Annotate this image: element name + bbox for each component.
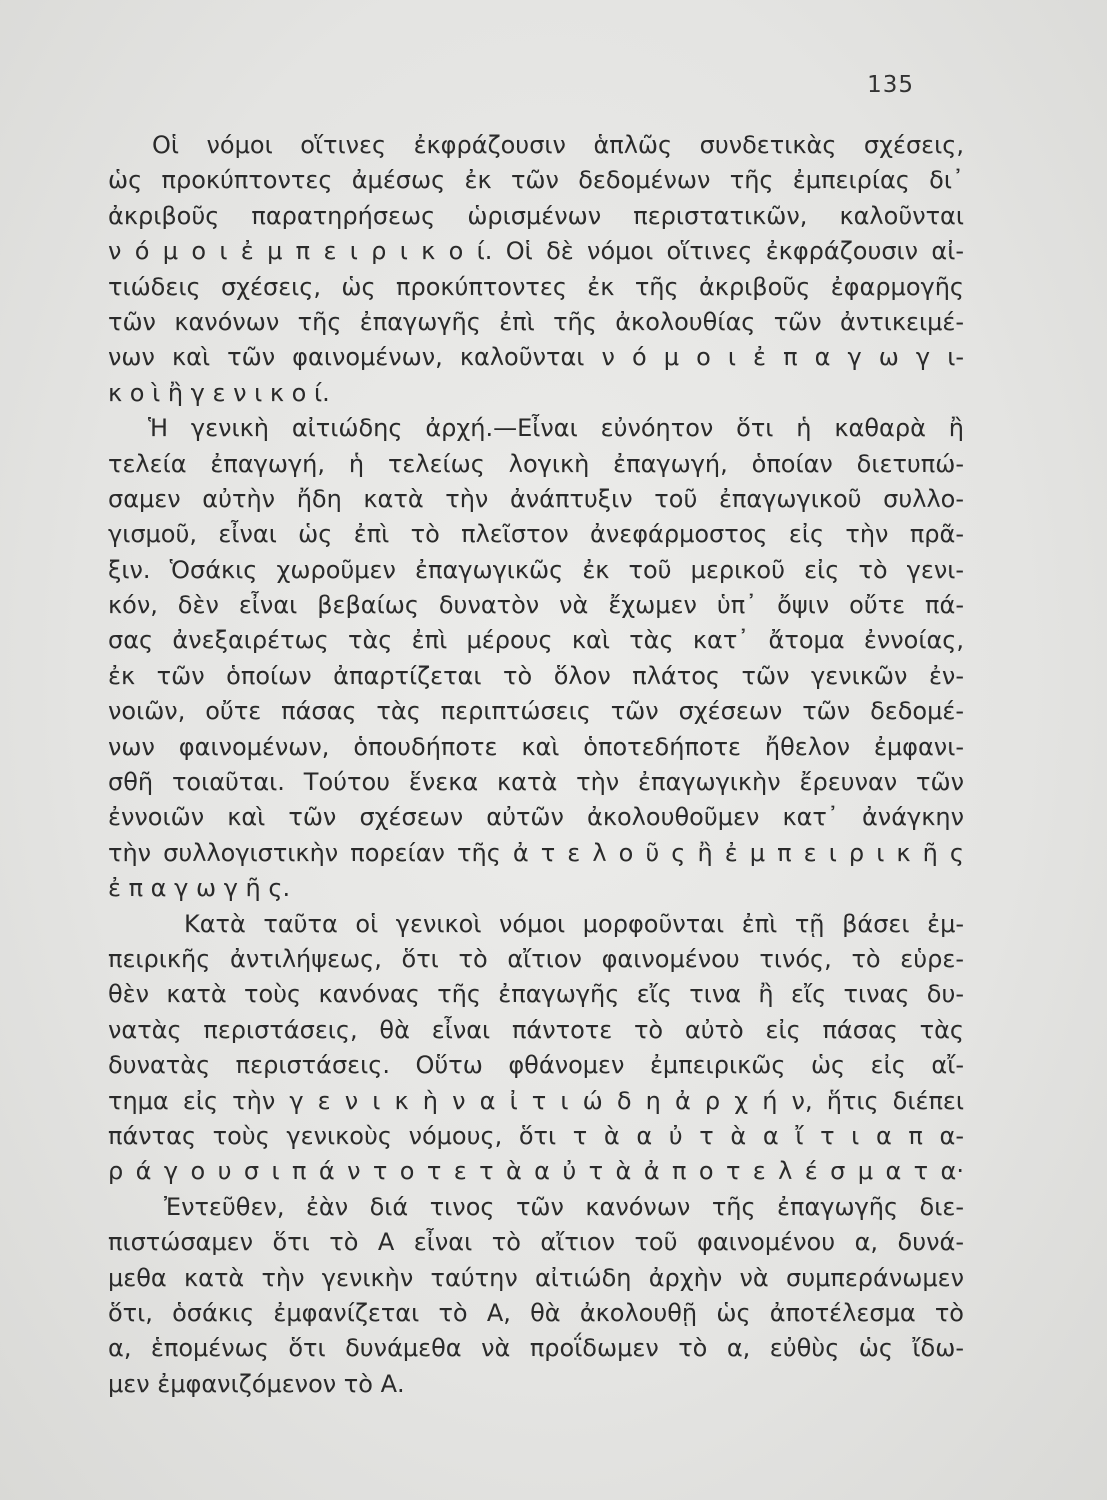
text-line: ν ό μ ο ι ἐ μ π ε ι ρ ι κ ο ί. Οἱ δὲ νόμοι οἵτινες ἐκφράζουσιν αἰ- <box>108 237 964 266</box>
text-line: γισμοῦ, εἶναι ὡς ἐπὶ τὸ πλεῖστον ἀνεφάρμοστος εἰς τὴν πρᾶ- <box>108 520 964 549</box>
text-line: τημα εἰς τὴν γ ε ν ι κ ὴ ν α ἰ τ ι ώ δ η ἀ ρ χ ή ν, ἥτις διέπει <box>108 1086 964 1115</box>
text-line: ὅτι, ὁσάκις ἐμφανίζεται τὸ Α, θὰ ἀκολουθῇ ὡς ἀποτέλεσμα τὸ <box>108 1298 964 1327</box>
text-line: σθῆ τοιαῦται. Τούτου ἕνεκα κατὰ τὴν ἐπαγωγικὴν ἔρευναν τῶν <box>108 768 964 797</box>
text-line: ἐ π α γ ω γ ῆ ς. <box>108 874 291 903</box>
text-line: τῶν κανόνων τῆς ἐπαγωγῆς ἐπὶ τῆς ἀκολουθίας τῶν ἀντικειμέ- <box>108 307 964 336</box>
text-line: πιστώσαμεν ὅτι τὸ Α εἶναι τὸ αἴτιον τοῦ φαινομένου α, δυνά- <box>108 1228 964 1257</box>
text-line: σας ἀνεξαιρέτως τὰς ἐπὶ μέρους καὶ τὰς κατ᾽ ἄτομα ἐννοίας, <box>108 626 964 655</box>
text-line: α, ἑπομένως ὅτι δυνάμεθα νὰ προΐδωμεν τὸ α, εὐθὺς ὡς ἴδω- <box>108 1334 964 1363</box>
text-line: ὡς προκύπτοντες ἀμέσως ἐκ τῶν δεδομένων τῆς ἐμπειρίας δι᾽ <box>108 166 964 195</box>
text-line: μεθα κατὰ τὴν γενικὴν ταύτην αἰτιώδη ἀρχὴν νὰ συμπεράνωμεν <box>108 1263 964 1292</box>
text-line: μεν ἐμφανιζόμενον τὸ Α. <box>108 1369 405 1398</box>
text-line: ρ ά γ ο υ σ ι π ά ν τ ο τ ε τ ὰ α ὐ τ ὰ ἀ π ο τ ε λ έ σ μ α τ α· <box>108 1157 964 1186</box>
text-line: πάντας τοὺς γενικοὺς νόμους, ὅτι τ ὰ α ὐ τ ὰ α ἴ τ ι α π α- <box>108 1121 964 1150</box>
text-line: νοιῶν, οὔτε πάσας τὰς περιπτώσεις τῶν σχέσεων τῶν δεδομέ- <box>108 697 964 726</box>
text-line: νατὰς περιστάσεις, θὰ εἶναι πάντοτε τὸ αὐτὸ εἰς πάσας τὰς <box>108 1015 964 1044</box>
section-heading-line: Ἡ γενικὴ αἰτιώδης ἀρχή.—Εἶναι εὐνόητον ὅτι ἡ καθαρὰ ἢ <box>148 414 964 443</box>
text-line: τελεία ἐπαγωγή, ἡ τελείως λογικὴ ἐπαγωγή, ὁποίαν διετυπώ- <box>108 449 964 478</box>
text-line: τιώδεις σχέσεις, ὡς προκύπτοντες ἐκ τῆς ἀκριβοῦς ἐφαρμογῆς <box>108 272 964 301</box>
text-line: νων φαινομένων, ὁπουδήποτε καὶ ὁποτεδήποτε ἤθελον ἐμφανι- <box>108 732 964 761</box>
text-line: ἐκ τῶν ὁποίων ἀπαρτίζεται τὸ ὅλον πλάτος τῶν γενικῶν ἐν- <box>108 661 964 690</box>
text-line: νων καὶ τῶν φαινομένων, καλοῦνται ν ό μ ο ι ἐ π α γ ω γ ι- <box>108 343 964 372</box>
text-line: θὲν κατὰ τοὺς κανόνας τῆς ἐπαγωγῆς εἴς τινα ἢ εἴς τινας δυ- <box>108 980 964 1009</box>
text-line: πειρικῆς ἀντιλήψεως, ὅτι τὸ αἴτιον φαινομένου τινός, τὸ εὑρε- <box>108 944 964 973</box>
text-line: σαμεν αὐτὴν ἤδη κατὰ τὴν ἀνάπτυξιν τοῦ ἐπαγωγικοῦ συλλο- <box>108 484 964 513</box>
page-number: 135 <box>867 72 914 98</box>
text-line: ξιν. Ὁσάκις χωροῦμεν ἐπαγωγικῶς ἐκ τοῦ μερικοῦ εἰς τὸ γενι- <box>108 555 964 584</box>
text-line: κ ο ὶ ἢ γ ε ν ι κ ο ί. <box>108 378 330 407</box>
text-line: τὴν συλλογιστικὴν πορείαν τῆς ἀ τ ε λ ο ῦ ς ἢ ἐ μ π ε ι ρ ι κ ῆ ς <box>108 838 964 867</box>
text-line: ἐννοιῶν καὶ τῶν σχέσεων αὐτῶν ἀκολουθοῦμεν κατ᾽ ἀνάγκην <box>108 803 964 832</box>
text-line: Κατὰ ταῦτα οἱ γενικοὶ νόμοι μορφοῦνται ἐπὶ τῇ βάσει ἐμ- <box>184 909 964 938</box>
text-line: Οἱ νόμοι οἵτινες ἐκφράζουσιν ἁπλῶς συνδετικὰς σχέσεις, <box>152 131 964 159</box>
text-line: ἀκριβοῦς παρατηρήσεως ὡρισμένων περιστατικῶν, καλοῦνται <box>108 201 964 230</box>
body-text <box>108 128 964 1402</box>
text-line: δυνατὰς περιστάσεις. Οὕτω φθάνομεν ἐμπειρικῶς ὡς εἰς αἴ- <box>108 1051 964 1080</box>
text-line: κόν, δὲν εἶναι βεβαίως δυνατὸν νὰ ἔχωμεν ὑπ᾽ ὄψιν οὔτε πά- <box>108 591 964 620</box>
text-line: Ἐντεῦθεν, ἐὰν διά τινος τῶν κανόνων τῆς ἐπαγωγῆς διε- <box>164 1192 964 1221</box>
